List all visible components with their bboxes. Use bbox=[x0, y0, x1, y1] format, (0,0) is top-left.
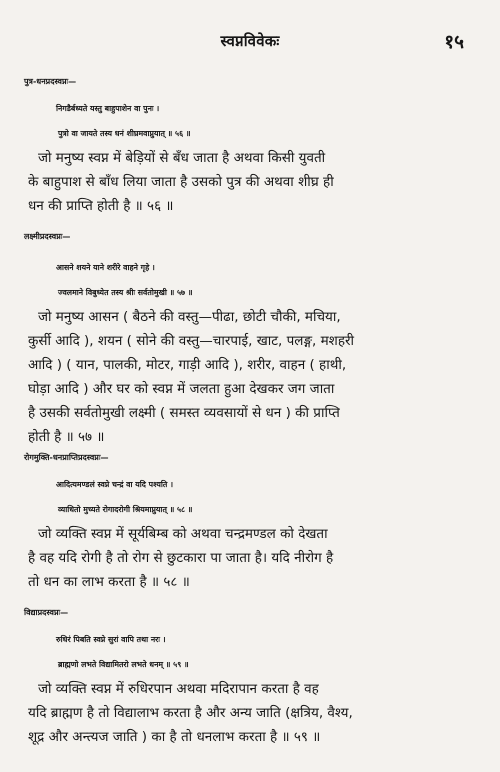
section-heading: लक्ष्मीप्रदस्वप्नः— bbox=[24, 232, 71, 241]
verse-line: व्याधितो मुच्यते रोगादरोगी श्रियमाप्नुयात् ॥ ५८ ॥ bbox=[58, 505, 193, 514]
section-heading: विद्याप्रदस्वप्नः— bbox=[24, 608, 69, 617]
verse-line: आसने शयने याने शरीरे वाहने गृहे । bbox=[56, 263, 155, 272]
prose-line: यदि ब्राह्मण है तो विद्यालाभ करता है और अन्य जाति (क्षत्रिय, वैश्य, bbox=[28, 705, 353, 721]
section-putra-dhana bbox=[0, 74, 500, 218]
prose-line: होती है ॥ ५७ ॥ bbox=[28, 429, 105, 445]
section-rogamukti bbox=[0, 450, 500, 594]
verse-line: आदित्यमण्डलं स्वप्ने चन्द्रं वा यदि पश्यति । bbox=[56, 480, 174, 489]
prose-paragraph bbox=[28, 522, 484, 594]
prose-line: घोड़ा आदि ) और घर को स्वप्न में जलता हुआ देखकर जग जाता bbox=[28, 381, 335, 397]
section-heading: पुत्र-धनप्रदस्वप्नः— bbox=[24, 77, 77, 86]
verse-line: निगडैर्बध्यते यस्तु बाहुपाशेन वा पुनः । bbox=[56, 104, 160, 113]
prose-line: है वह यदि रोगी है तो रोग से छुटकारा पा जाता है। यदि नीरोग है bbox=[28, 550, 334, 566]
prose-line: है उसकी सर्वतोमुखी लक्ष्मी ( समस्त व्यवसायों से धन ) की प्राप्ति bbox=[28, 405, 340, 421]
prose-line: के बाहुपाश से बाँध लिया जाता है उसको पुत्र की अथवा शीघ्र ही bbox=[28, 174, 334, 190]
section-heading: रोगमुक्ति-धनप्राप्तिप्रदस्वप्नः— bbox=[24, 453, 109, 462]
section-vidya bbox=[0, 605, 500, 749]
prose-paragraph bbox=[28, 146, 484, 218]
page-number: १५ bbox=[444, 31, 464, 53]
prose-line: आदि ) ( यान, पालकी, मोटर, गाड़ी आदि ), शरीर, वाहन ( हाथी, bbox=[28, 357, 347, 373]
prose-line: शूद्र और अन्त्यज जाति ) का है तो धनलाभ करता है ॥ ५९ ॥ bbox=[28, 729, 321, 745]
prose-paragraph bbox=[28, 677, 484, 749]
prose-line: धन की प्राप्ति होती है ॥ ५६ ॥ bbox=[28, 198, 174, 214]
verse-line: ब्राह्मणो लभते विद्यामितरो लभते धनम् ॥ ५९ ॥ bbox=[58, 660, 189, 669]
prose-paragraph bbox=[28, 305, 484, 449]
verse-line: पुत्रो वा जायते तस्य धनं शीघ्रमवाप्नुयात् ॥ ५६ ॥ bbox=[58, 129, 191, 138]
prose-line: जो व्यक्ति स्वप्न में सूर्यबिम्ब को अथवा चन्द्रमण्डल को देखता bbox=[38, 526, 328, 542]
running-header-title: स्वप्नविवेकः bbox=[220, 32, 280, 50]
verse-line: ज्वलमाने विबुध्येत तस्य श्रीः सर्वतोमुखी ॥ ५७ ॥ bbox=[58, 288, 193, 297]
prose-line: जो व्यक्ति स्वप्न में रुधिरपान अथवा मदिरापान करता है वह bbox=[38, 681, 319, 697]
prose-line: तो धन का लाभ करता है ॥ ५८ ॥ bbox=[28, 574, 190, 590]
section-lakshmi bbox=[0, 229, 500, 449]
prose-line: कुर्सी आदि ), शयन ( सोने की वस्तु—चारपाई, खाट, पलङ्ग, मशहरी bbox=[28, 333, 355, 349]
verse-line: रुधिरं पिबति स्वप्ने सुरां वापि तथा नरः । bbox=[56, 635, 166, 644]
prose-line: जो मनुष्य स्वप्न में बेड़ियों से बँध जाता है अथवा किसी युवती bbox=[38, 150, 326, 166]
prose-line: जो मनुष्य आसन ( बैठने की वस्तु—पीढा, छोटी चौकी, मचिया, bbox=[38, 309, 341, 325]
